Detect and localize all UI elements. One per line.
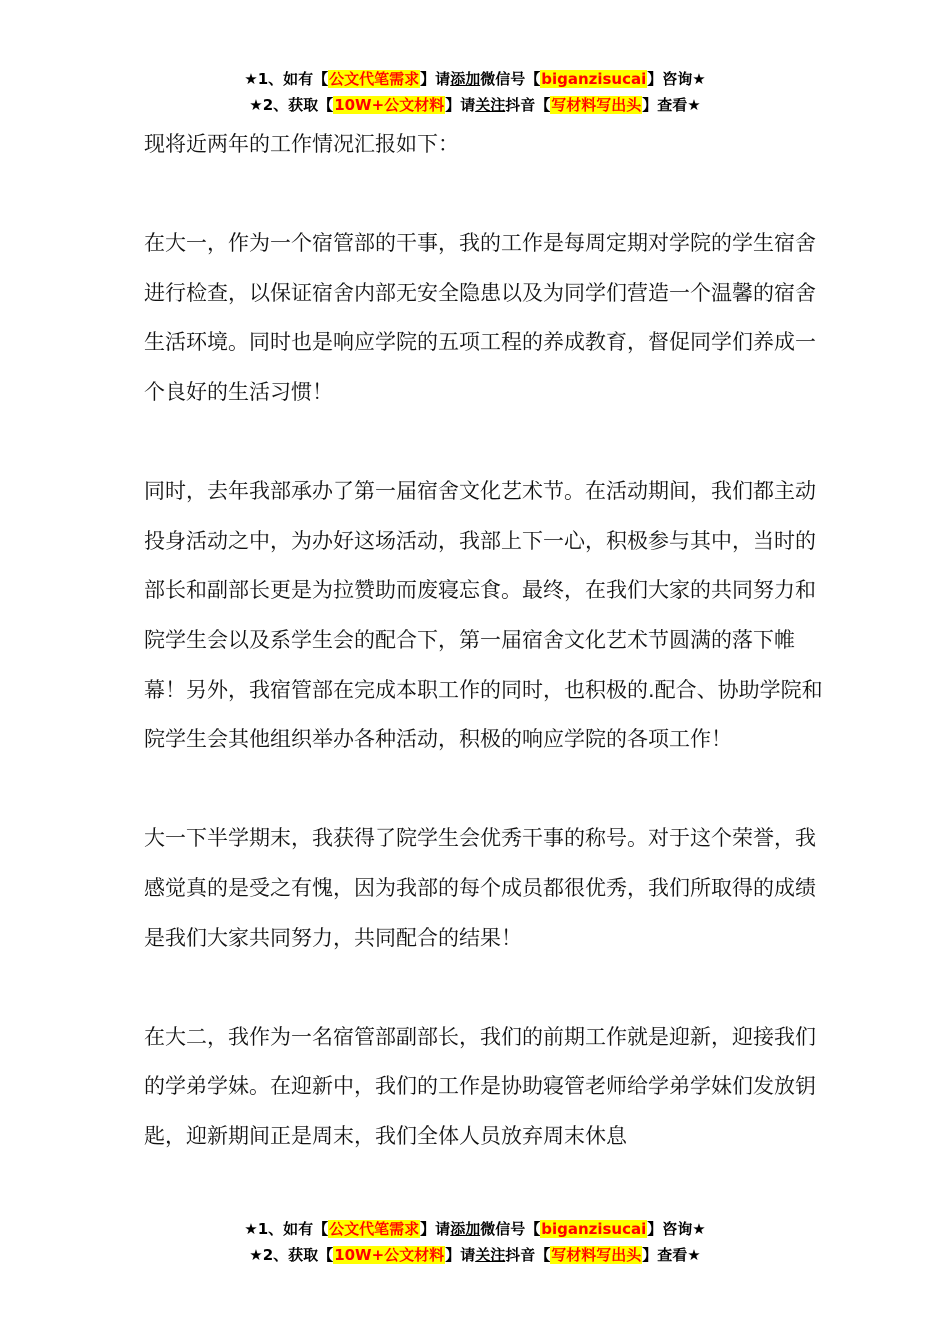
banner-underlined: 添加 xyxy=(450,1220,481,1238)
paragraph-sophomore: 在大二，我作为一名宿管部副部长，我们的前期工作就是迎新，迎接我们的学弟学妹。在迎新中，我们的工作是协助寝管老师给学弟学妹们发放钥匙，迎新期间正是周末，我们全体人员放弃周末休息 xyxy=(144,1024,816,1148)
banner-text: 微信号【 xyxy=(480,70,541,88)
banner-highlight: 10W+公文材料 xyxy=(334,96,445,114)
banner-line-1 xyxy=(0,66,950,92)
banner-line-1 xyxy=(0,1216,950,1242)
banner-highlight: 写材料写出头 xyxy=(551,1246,642,1264)
banner-highlight: 10W+公文材料 xyxy=(334,1246,445,1264)
paragraph-freshman-duties: 在大一，作为一个宿管部的干事，我的工作是每周定期对学院的学生宿舍进行检查，以保证宿舍内部无安全隐患以及为同学们营造一个温馨的宿舍生活环境。同时也是响应学院的五项工程的养成教育，督促同学们养成一个良好的生活习惯！ xyxy=(144,231,816,404)
banner-text: ★1、如有【 xyxy=(244,1220,329,1238)
banner-text: ★2、获取【 xyxy=(249,96,334,114)
banner-text: 抖音【 xyxy=(505,1246,551,1264)
banner-text: ★2、获取【 xyxy=(249,1246,334,1264)
paragraph-honor: 大一下半学期末，我获得了院学生会优秀干事的称号。对于这个荣誉，我感觉真的是受之有愧，因为我部的每个成员都很优秀，我们所取得的成绩是我们大家共同努力，共同配合的结果！ xyxy=(144,826,816,950)
paragraph-culture-festival: 同时，去年我部承办了第一届宿舍文化艺术节。在活动期间，我们都主动投身活动之中，为办好这场活动，我部上下一心，积极参与其中，当时的部长和副部长更是为拉赞助而废寝忘食。最终，在我们大家的共同努力和院学生会以及系学生会的配合下，第一届宿舍文化艺术节圆满的落下帷幕！另外，我宿管部在完成本职工作的同时，也积极的.配合、协助学院和院学生会其他组织举办各种活动，积极的响应学院的各项工作！ xyxy=(144,479,823,752)
banner-text: 】请 xyxy=(420,1220,451,1238)
banner-underlined: 添加 xyxy=(450,70,481,88)
banner-underlined: 关注 xyxy=(475,96,506,114)
banner-text: 微信号【 xyxy=(480,1220,541,1238)
banner-text: 】咨询★ xyxy=(647,70,706,88)
document-body xyxy=(144,120,834,1161)
banner-text: 】咨询★ xyxy=(647,1220,706,1238)
banner-highlight: biganzisucai xyxy=(541,1220,647,1238)
banner-highlight: 写材料写出头 xyxy=(551,96,642,114)
banner-highlight: biganzisucai xyxy=(541,70,647,88)
banner-text: 抖音【 xyxy=(505,96,551,114)
banner-text: 】请 xyxy=(445,96,476,114)
banner-text: 】查看★ xyxy=(642,1246,701,1264)
header-banner xyxy=(0,66,950,118)
banner-highlight: 公文代笔需求 xyxy=(329,70,420,88)
banner-underlined: 关注 xyxy=(475,1246,506,1264)
footer-banner xyxy=(0,1216,950,1268)
banner-text: 】查看★ xyxy=(642,96,701,114)
paragraph-intro: 现将近两年的工作情况汇报如下： xyxy=(144,132,459,156)
banner-line-2 xyxy=(0,92,950,118)
banner-text: 】请 xyxy=(420,70,451,88)
banner-highlight: 公文代笔需求 xyxy=(329,1220,420,1238)
banner-line-2 xyxy=(0,1242,950,1268)
banner-text: ★1、如有【 xyxy=(244,70,329,88)
banner-text: 】请 xyxy=(445,1246,476,1264)
